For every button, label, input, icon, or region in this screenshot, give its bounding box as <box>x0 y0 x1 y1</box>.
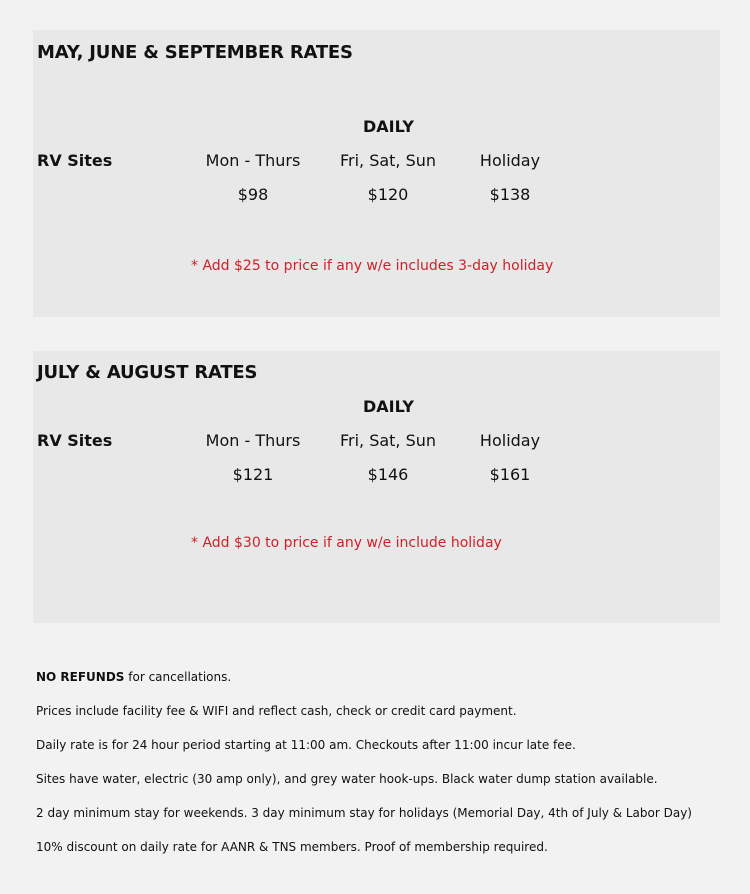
column-header-mon-thurs: Mon - Thurs <box>205 151 301 170</box>
daily-header: DAILY <box>363 117 414 136</box>
policy-line-fees: Prices include facility fee & WIFI and reflect cash, check or credit card payment. <box>36 704 517 718</box>
rates-panel-july-august <box>33 351 720 623</box>
price-mon-thurs: $98 <box>237 185 269 204</box>
no-refunds-text: for cancellations. <box>124 670 232 684</box>
policy-line-minimum-stay: 2 day minimum stay for weekends. 3 day minimum stay for holidays (Memorial Day, 4th of July & Labor Day) <box>36 806 692 820</box>
price-mon-thurs: $121 <box>232 465 274 484</box>
section-title: JULY & AUGUST RATES <box>37 362 258 383</box>
price-fri-sat-sun: $120 <box>367 185 409 204</box>
price-holiday: $161 <box>489 465 531 484</box>
price-fri-sat-sun: $146 <box>367 465 409 484</box>
column-header-fri-sat-sun: Fri, Sat, Sun <box>339 431 437 450</box>
daily-header: DAILY <box>363 397 414 416</box>
holiday-surcharge-note: * Add $30 to price if any w/e include holiday <box>191 535 502 551</box>
price-holiday: $138 <box>489 185 531 204</box>
policy-line-daily-rate: Daily rate is for 24 hour period starting at 11:00 am. Checkouts after 11:00 incur late fee. <box>36 738 576 752</box>
holiday-surcharge-note: * Add $25 to price if any w/e includes 3-day holiday <box>191 258 554 274</box>
policy-notes <box>36 668 736 872</box>
section-title: MAY, JUNE & SEPTEMBER RATES <box>37 42 353 63</box>
column-header-holiday: Holiday <box>479 431 541 450</box>
column-header-holiday: Holiday <box>479 151 541 170</box>
rv-sites-label: RV Sites <box>37 151 113 170</box>
rv-sites-label: RV Sites <box>37 431 113 450</box>
column-header-mon-thurs: Mon - Thurs <box>205 431 301 450</box>
policy-line-refunds <box>36 668 736 702</box>
no-refunds-emphasis: NO REFUNDS <box>36 670 125 684</box>
policy-line-hookups: Sites have water, electric (30 amp only), and grey water hook-ups. Black water dump station available. <box>36 772 658 786</box>
policy-line-discount: 10% discount on daily rate for AANR & TNS members. Proof of membership required. <box>36 840 548 854</box>
column-header-fri-sat-sun: Fri, Sat, Sun <box>339 151 437 170</box>
rates-panel-may-june-september <box>33 30 720 317</box>
